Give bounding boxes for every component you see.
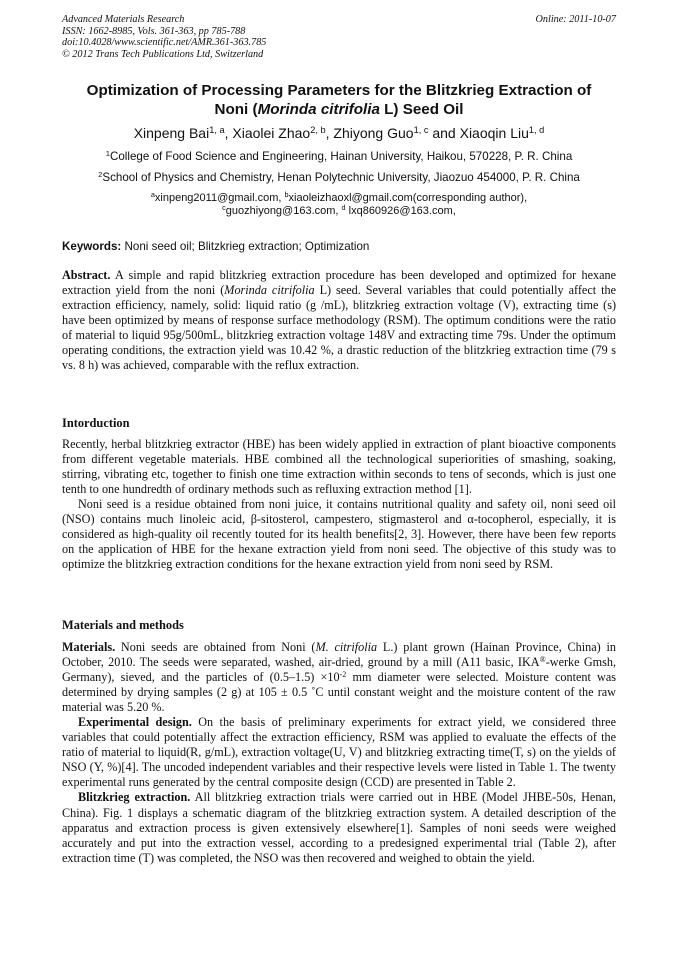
materials-paragraph: Materials. Noni seeds are obtained from Noni (M. citrifolia L.) plant grown (Hainan Province, China) in October, 2010. The seeds were separated, washed, air-dried, ground by a mill (A11 basic, IKA®-werke Gmsh, Germany), sieved, and the particles of $(0.5-1.5) \times 10^{-2}$ mm diameter were selected. Moisture content was determined by drying samples (2 g) at 105 ± 0.5 ˚C until constant weight and the moisture content of the raw material was 5.20 %. bbox=[62, 640, 617, 715]
heading-materials-methods: Materials and methods bbox=[62, 618, 184, 632]
emails-line-2: $^c$guozhiyong@163.com, $^d$ lxq860926@163.com, bbox=[222, 203, 456, 217]
intro-paragraph-1: Recently, herbal blitzkrieg extractor (HBE) has been widely applied in extraction of plant bioactive components from different vegetable materials. HBE combined all the technological superiorities of smashing, soaking, stirring, vibrating etc, together to finish one time extraction within seconds to tens of seconds, which is just one tenth to one hundredth of ordinary methods such as refluxing extraction method [1]. bbox=[62, 437, 616, 497]
issn-line: ISSN: 1662-8985, Vols. 361-363, pp 785-788 bbox=[62, 25, 246, 37]
journal-header bbox=[62, 14, 616, 60]
email-d[interactable]: lxq860926@163.com, bbox=[345, 205, 456, 217]
introduction-body bbox=[62, 437, 616, 572]
affiliation-2: $^2$School of Physics and Chemistry, Henan Polytechnic University, Jiaozuo 454000, P. R. China bbox=[98, 169, 580, 184]
email-a[interactable]: xinpeng2011@gmail.com, bbox=[154, 192, 285, 204]
emails-line-1: $^a$xinpeng2011@gmail.com, $^b$xiaoleizhaoxl@gmail.com(corresponding author), bbox=[150, 190, 528, 204]
email-b[interactable]: xiaoleizhaoxl@gmail.com(corresponding author), bbox=[288, 192, 528, 204]
keywords bbox=[62, 240, 616, 254]
title-line-2: Noni (Morinda citrifolia L) Seed Oil bbox=[214, 100, 464, 118]
extraction-paragraph: Blitzkrieg extraction. All blitzkrieg extraction trials were carried out in HBE (Model JHBE-50s, Henan, China). Fig. 1 displays a schematic diagram of the blitzkrieg extraction system. A detailed description of the apparatus and extraction process is given extensively elsewhere[1]. Samples of noni seeds were weighed accurately and put into the extraction vessel, according to a predesigned experimental trial (Table 2), after extraction time (T) was completed, the NSO was then recovered and weighed to obtain the yield. bbox=[62, 790, 616, 865]
author: Xinpeng Bai bbox=[133, 125, 210, 141]
affiliation-1: $^1$College of Food Science and Engineering, Hainan University, Haikou, 570228, P. R. China bbox=[105, 148, 573, 163]
author: Xiaolei Zhao bbox=[232, 125, 311, 141]
title-species: Morinda citrifolia bbox=[257, 100, 380, 118]
author: Xiaoqin Liu bbox=[459, 125, 529, 141]
author: Zhiyong Guo bbox=[333, 125, 414, 141]
keywords-label: Keywords: bbox=[62, 240, 122, 253]
heading-introduction: Intorduction bbox=[62, 416, 130, 430]
abstract: Abstract. A simple and rapid blitzkrieg extraction procedure has been developed and optimized for hexane extraction yield from the noni (Morinda citrifolia L) seed. Several variables that could potentially affect the extraction efficiency, namely, solid: liquid ratio (g /mL), blitzkrieg extraction voltage (V), extracting time (s) have been optimized by means of response surface methodology (RSM). The optimum conditions were the ratio of material to liquid 95g/500mL, blitzkrieg extraction voltage 148V and extracting time 79s. Under the optimum operating conditions, the extraction yield was 10.42 %, a drastic reduction of the blitzkrieg extraction time (79 s vs. 8 h) was achieved, comparable with the reflux extraction. bbox=[62, 268, 617, 373]
title-line-1: Optimization of Processing Parameters for the Blitzkrieg Extraction of bbox=[86, 82, 592, 99]
journal-name: Advanced Materials Research bbox=[62, 14, 185, 25]
abstract-label: Abstract. bbox=[62, 268, 111, 282]
doi-line[interactable]: doi:10.4028/www.scientific.net/AMR.361-363.785 bbox=[62, 37, 267, 49]
design-paragraph: Experimental design. On the basis of preliminary experiments for extract yield, we considered three variables that could potentially affect the extraction efficiency, RSM was applied to evaluate the effects of the ratio of material to liquid(R, g/mL), extraction voltage(U, V) and blitzkrieg extracting time(T, s) on the yields of NSO (Y, %)[4]. The uncoded independent variables and their respective levels were listed in Table 1. The twenty experimental runs generated by the central composite design (CCD) are presented in Table 2. bbox=[62, 715, 616, 790]
author-emails bbox=[62, 192, 616, 218]
copyright-line: © 2012 Trans Tech Publications Ltd, Switzerland bbox=[62, 48, 264, 60]
email-c[interactable]: guozhiyong@163.com, bbox=[225, 205, 342, 217]
author-list: Xinpeng Bai$^{1, a}$, Xiaolei Zhao$^{2, b}$, Zhiyong Guo$^{1, c}$ and Xiaoqin Liu$^{1, d}$ bbox=[133, 124, 545, 141]
keywords-text: Noni seed oil; Blitzkrieg extraction; Optimization bbox=[121, 240, 370, 253]
intro-paragraph-2: Noni seed is a residue obtained from noni juice, it contains nutritional quality and safety oil, noni seed oil (NSO) contains much linoleic acid, β-sitosterol, campestero, stigmasterol and α-tocopherol, especially, it is considered as high-quality oil recently touted for its health benefits[2, 3]. However, there have been few reports on the application of HBE for the hexane extraction yield from noni seed. The objective of this study was to optimize the blitzkrieg extraction conditions for the hexane extraction yield from noni seed by RSM. bbox=[62, 497, 616, 572]
online-date: Online: 2011-10-07 bbox=[535, 14, 616, 25]
paper-title bbox=[62, 82, 616, 119]
methods-body bbox=[62, 640, 616, 866]
